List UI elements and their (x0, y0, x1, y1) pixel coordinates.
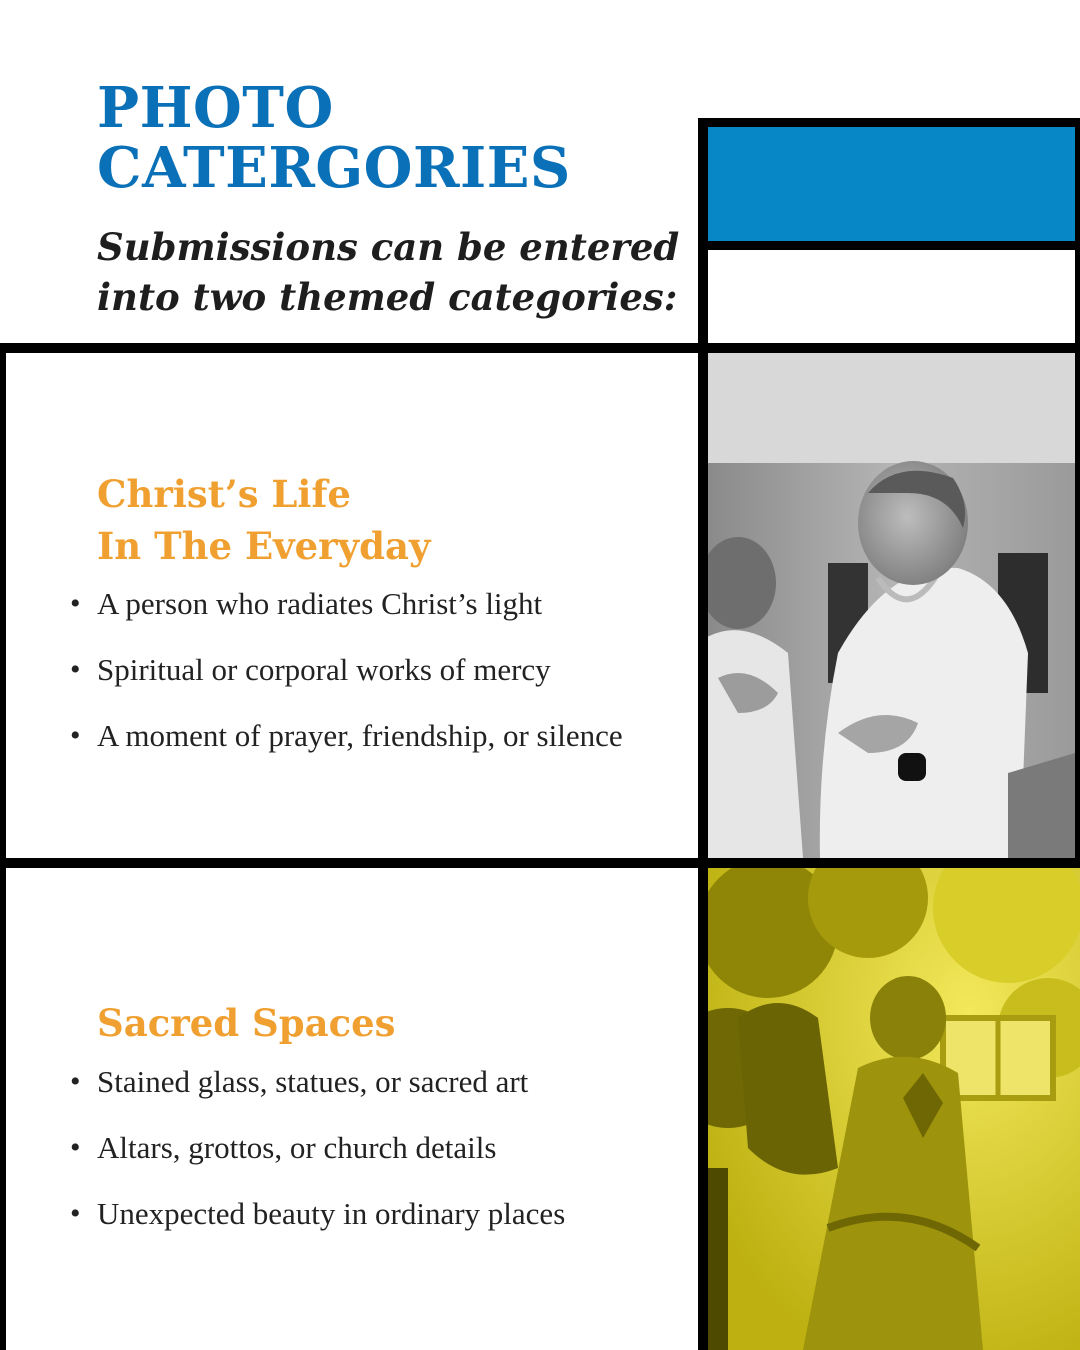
speaker-photo (708, 353, 1075, 858)
grid-line-top-right (700, 118, 1080, 127)
grid-line-horizontal-2 (0, 858, 1080, 868)
list-item (70, 637, 623, 703)
category-1-list (70, 571, 623, 769)
page-subtitle-line-2: into two themed categories: (97, 275, 678, 319)
blue-accent-block (708, 127, 1080, 241)
page-subtitle-line-1: Submissions can be entered (97, 225, 680, 269)
page-subtitle (97, 222, 697, 322)
bullet-icon: • (70, 1131, 81, 1164)
category-2-title-line-1: Sacred Spaces (97, 1001, 396, 1045)
category-2-list (70, 1049, 565, 1247)
list-item (70, 1115, 565, 1181)
bullet-icon: • (70, 653, 81, 686)
grid-line-far-right (1075, 118, 1080, 868)
list-item (70, 571, 623, 637)
list-item-text: Stained glass, statues, or sacred art (97, 1064, 529, 1099)
bullet-icon: • (70, 1197, 81, 1230)
page-title-line-2: CATERGORIES (97, 135, 571, 201)
category-1-title-line-1: Christ’s Life (97, 472, 351, 516)
category-1-title-line-2: In The Everyday (97, 524, 431, 568)
category-2-title (97, 997, 395, 1049)
grid-line-horizontal-1 (0, 343, 1080, 353)
list-item-text: Unexpected beauty in ordinary places (97, 1196, 566, 1231)
list-item-text: Spiritual or corporal works of mercy (97, 652, 551, 687)
list-item (70, 1049, 565, 1115)
angel-statue-photo (708, 868, 1080, 1350)
white-accent-box (708, 250, 1080, 342)
category-1-title (97, 468, 431, 572)
page-title (97, 75, 697, 201)
list-item-text: Altars, grottos, or church details (97, 1130, 497, 1165)
page-title-line-1: PHOTO (97, 75, 334, 141)
grid-line-blue-divider (700, 241, 1080, 250)
bullet-icon: • (70, 587, 81, 620)
list-item-text: A person who radiates Christ’s light (97, 586, 543, 621)
bullet-icon: • (70, 1065, 81, 1098)
grid-line-left-vertical (0, 343, 6, 1350)
list-item-text: A moment of prayer, friendship, or silence (97, 718, 623, 753)
bullet-icon: • (70, 719, 81, 752)
grid-line-right-vertical (698, 118, 708, 1350)
list-item (70, 703, 623, 769)
list-item (70, 1181, 565, 1247)
